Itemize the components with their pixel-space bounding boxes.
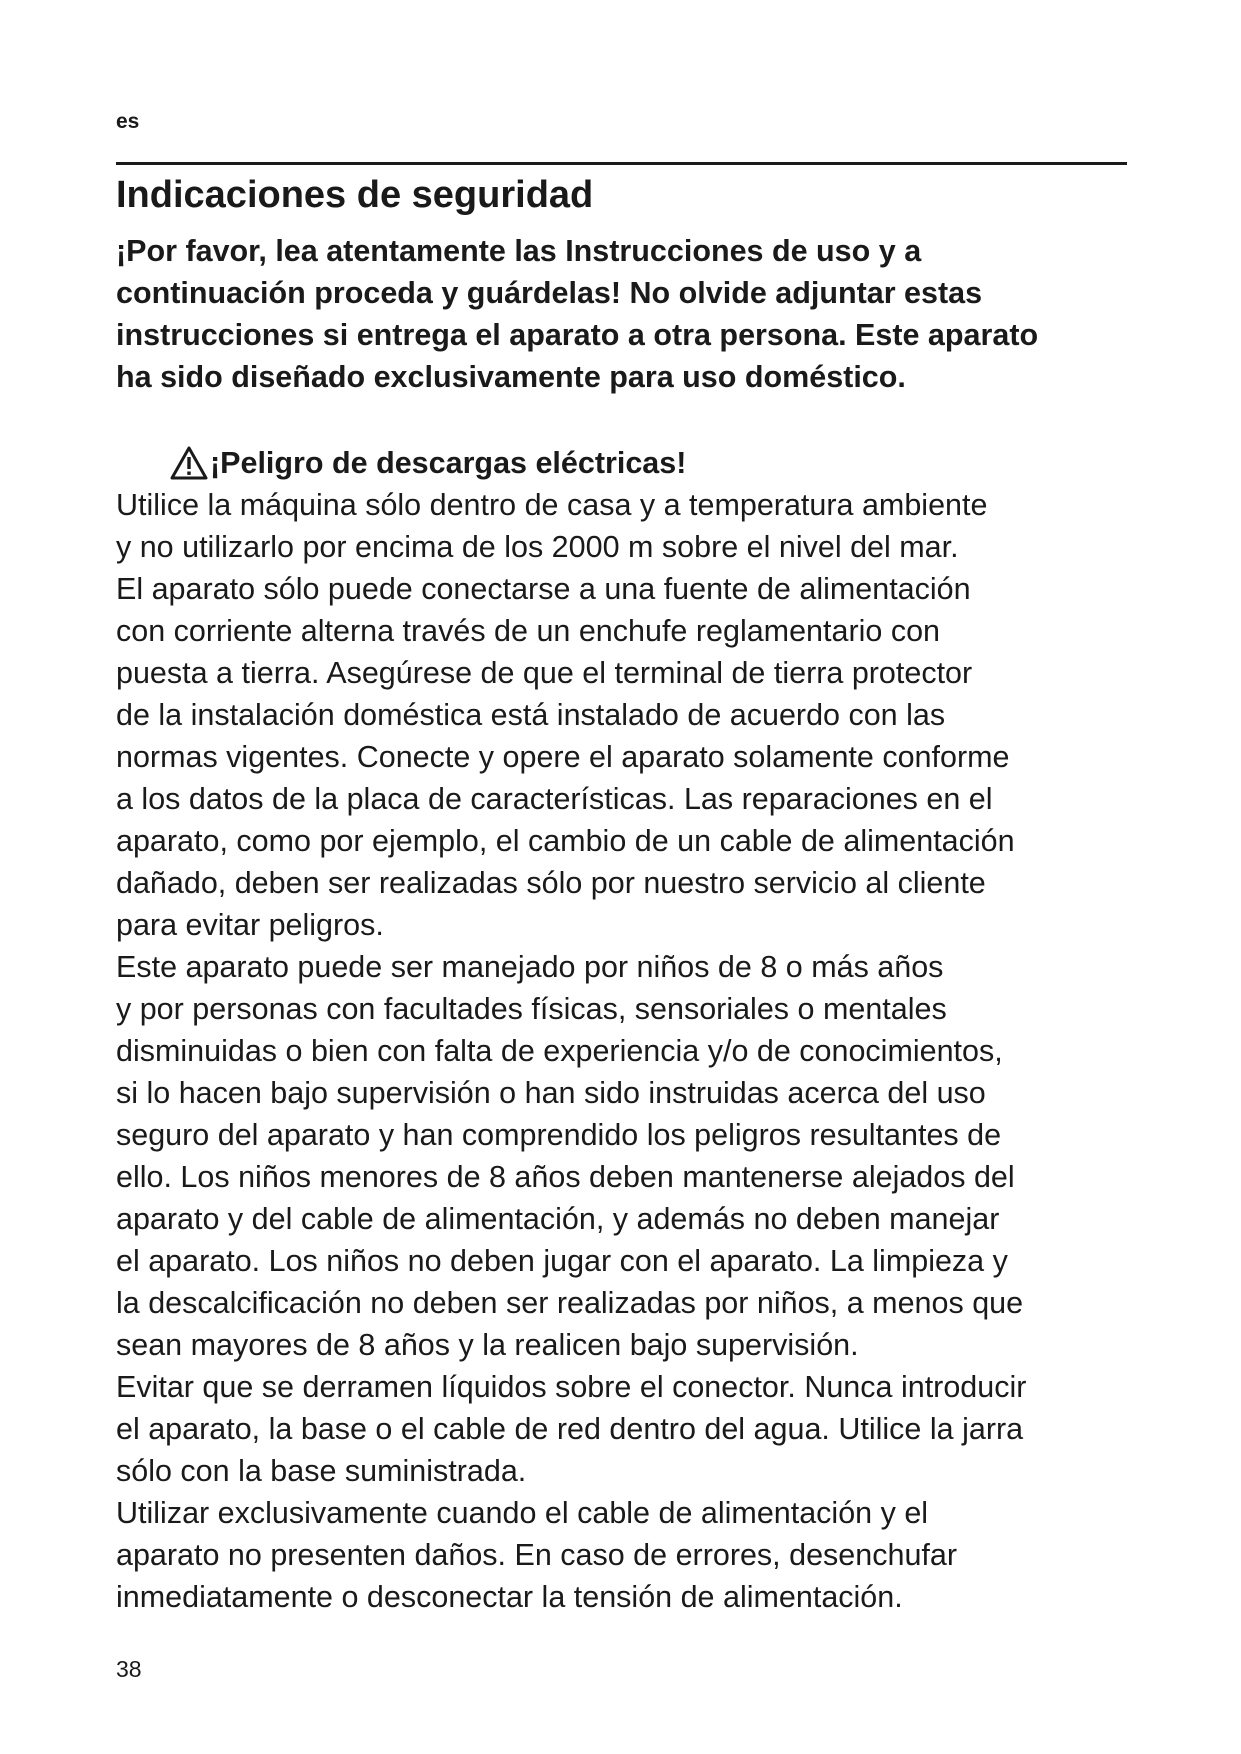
- intro-paragraph: [116, 230, 1156, 398]
- body-line: Utilizar exclusivamente cuando el cable de alimentación y el: [116, 1496, 929, 1530]
- body-line: el aparato. Los niños no deben jugar con el aparato. La limpieza y: [116, 1244, 1008, 1278]
- body-line: y por personas con facultades físicas, sensoriales o mentales: [116, 992, 947, 1026]
- intro-line: continuación proceda y guárdelas! No olvide adjuntar estas: [116, 276, 983, 310]
- body-line: dañado, deben ser realizadas sólo por nuestro servicio al cliente: [116, 866, 986, 900]
- body-line: Este aparato puede ser manejado por niños de 8 o más años: [116, 950, 944, 984]
- intro-line: ha sido diseñado exclusivamente para uso doméstico.: [116, 360, 906, 394]
- body-line: sean mayores de 8 años y la realicen bajo supervisión.: [116, 1328, 859, 1362]
- body-line: la descalcificación no deben ser realizadas por niños, a menos que: [116, 1286, 1024, 1320]
- body-line: aparato, como por ejemplo, el cambio de un cable de alimentación: [116, 824, 1015, 858]
- body-line: seguro del aparato y han comprendido los peligros resultantes de: [116, 1118, 1002, 1152]
- body-line: normas vigentes. Conecte y opere el aparato solamente conforme: [116, 740, 1010, 774]
- page-number: 38: [116, 1656, 142, 1682]
- header-divider: [116, 162, 1127, 165]
- body-line: sólo con la base suministrada.: [116, 1454, 527, 1488]
- body-line: y no utilizarlo por encima de los 2000 m sobre el nivel del mar.: [116, 530, 959, 564]
- body-line: si lo hacen bajo supervisión o han sido instruidas acerca del uso: [116, 1076, 986, 1110]
- body-line: ello. Los niños menores de 8 años deben mantenerse alejados del: [116, 1160, 1015, 1194]
- body-line: con corriente alterna través de un enchufe reglamentario con: [116, 614, 940, 648]
- body-line: a los datos de la placa de características. Las reparaciones en el: [116, 782, 993, 816]
- body-line: el aparato, la base o el cable de red dentro del agua. Utilice la jarra: [116, 1412, 1024, 1446]
- body-line: puesta a tierra. Asegúrese de que el terminal de tierra protector: [116, 656, 973, 690]
- warning-triangle-icon: [170, 446, 208, 480]
- body-line: de la instalación doméstica está instalado de acuerdo con las: [116, 698, 946, 732]
- body-line: para evitar peligros.: [116, 908, 384, 942]
- body-line: aparato no presenten daños. En caso de errores, desenchufar: [116, 1538, 957, 1572]
- body-line: disminuidas o bien con falta de experiencia y/o de conocimientos,: [116, 1034, 1003, 1068]
- body-line: El aparato sólo puede conectarse a una fuente de alimentación: [116, 572, 971, 606]
- body-line: inmediatamente o desconectar la tensión de alimentación.: [116, 1580, 903, 1614]
- body-line: Evitar que se derramen líquidos sobre el conector. Nunca introducir: [116, 1370, 1027, 1404]
- warning-heading: [170, 442, 686, 484]
- intro-line: ¡Por favor, lea atentamente las Instrucciones de uso y a: [116, 234, 922, 268]
- body-line: aparato y del cable de alimentación, y además no deben manejar: [116, 1202, 1000, 1236]
- page-title: Indicaciones de seguridad: [116, 174, 594, 216]
- intro-line: instrucciones si entrega el aparato a otra persona. Este aparato: [116, 318, 1039, 352]
- safety-body-text: [116, 484, 1176, 1618]
- body-line: Utilice la máquina sólo dentro de casa y a temperatura ambiente: [116, 488, 988, 522]
- language-code: es: [116, 110, 140, 133]
- warning-title: ¡Peligro de descargas eléctricas!: [210, 446, 687, 480]
